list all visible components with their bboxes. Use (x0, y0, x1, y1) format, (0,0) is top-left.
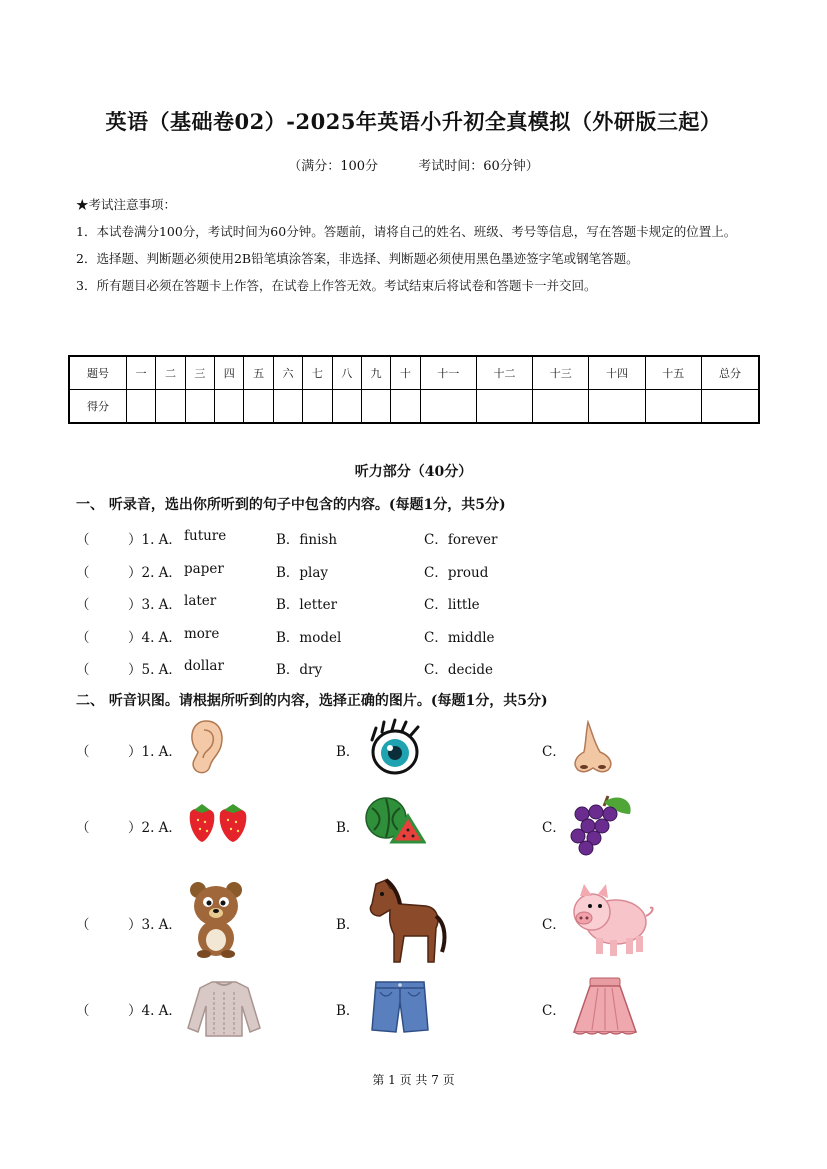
option-c-label: C． (542, 917, 566, 933)
table-cell: 二 (156, 356, 185, 390)
table-cell: 八 (332, 356, 361, 390)
table-cell: 一 (127, 356, 156, 390)
option-b-label: B． (336, 1003, 360, 1019)
page-title: 英语（基础卷02）-2025年英语小升初全真模拟（外研版三起） (105, 109, 722, 134)
strawberry-icon (186, 800, 250, 846)
grapes-icon (568, 792, 636, 856)
table-cell: 四 (215, 356, 244, 390)
bear-icon (186, 880, 246, 958)
score-cell (156, 390, 185, 424)
score-cell (244, 390, 273, 424)
score-cell (533, 390, 589, 424)
eye-icon (368, 718, 422, 776)
shorts-icon (370, 978, 430, 1036)
skirt-icon (570, 976, 640, 1038)
table-cell: 十二 (476, 356, 532, 390)
exam-notes (76, 191, 756, 299)
score-cell (391, 390, 420, 424)
listening-section-heading: 听力部分（40分） (354, 464, 473, 480)
table-cell: 题号 (69, 356, 127, 390)
table-cell: 七 (303, 356, 332, 390)
score-cell (332, 390, 361, 424)
table-cell: 六 (273, 356, 302, 390)
option-c-label: C． (542, 1003, 566, 1019)
table-cell: 十三 (533, 356, 589, 390)
notes-heading: ★考试注意事项： (76, 197, 177, 212)
score-cell (420, 390, 476, 424)
table-cell: 五 (244, 356, 273, 390)
horse-icon (364, 876, 448, 966)
pig-icon (570, 880, 656, 960)
score-cell (589, 390, 645, 424)
table-cell: 十五 (645, 356, 701, 390)
full-score: （满分：100分 (288, 159, 379, 174)
score-cell (303, 390, 332, 424)
table-cell: 三 (185, 356, 214, 390)
note-item: 3．所有题目必须在答题卡上作答，在试卷上作答无效。考试结束后将试卷和答题卡一并交回。 (76, 278, 597, 293)
score-table (68, 355, 760, 424)
score-cell (127, 390, 156, 424)
watermelon-icon (364, 796, 426, 848)
page-footer: 第 1 页 共 7 页 (372, 1073, 455, 1087)
option-b-label: B． (336, 917, 360, 933)
table-cell: 十 (391, 356, 420, 390)
score-table-score-row (69, 390, 759, 424)
exam-time: 考试时间：60分钟） (418, 159, 539, 174)
score-cell (361, 390, 390, 424)
note-item: 1．本试卷满分100分，考试时间为60分钟。答题前，请将自己的姓名、班级、考号等信息，写在答题卡规定的位置上。 (76, 224, 737, 239)
option-c-label: C． (542, 820, 566, 836)
sweater-icon (186, 978, 262, 1038)
table-cell: 得分 (69, 390, 127, 424)
part2-title: 二、 听音识图。请根据所听到的内容，选择正确的图片。(每题1分，共5分) (76, 693, 548, 709)
score-cell (645, 390, 701, 424)
option-b-label: B． (336, 744, 360, 760)
part1-title: 一、 听录音，选出你所听到的句子中包含的内容。(每题1分，共5分) (76, 497, 506, 513)
nose-icon (570, 720, 616, 776)
table-cell: 十四 (589, 356, 645, 390)
score-table-header-row (69, 356, 759, 390)
exam-info (0, 155, 827, 174)
ear-icon (186, 718, 226, 776)
score-cell (185, 390, 214, 424)
score-cell (273, 390, 302, 424)
score-cell (215, 390, 244, 424)
score-cell (701, 390, 759, 424)
note-item: 2．选择题、判断题必须使用2B铅笔填涂答案，非选择、判断题必须使用黑色墨迹签字笔或钢笔答题。 (76, 251, 639, 266)
table-cell: 总分 (701, 356, 759, 390)
option-c-label: C． (542, 744, 566, 760)
table-cell: 十一 (420, 356, 476, 390)
option-b-label: B． (336, 820, 360, 836)
score-cell (476, 390, 532, 424)
table-cell: 九 (361, 356, 390, 390)
